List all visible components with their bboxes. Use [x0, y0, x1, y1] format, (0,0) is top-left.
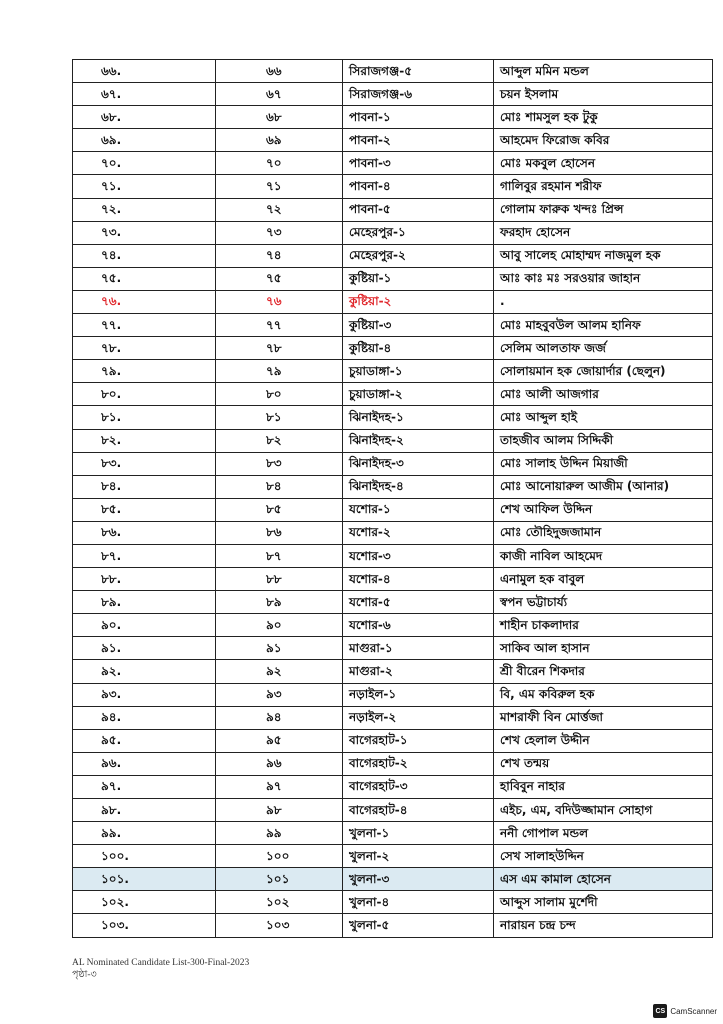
- serial-cell: ৬৯.: [73, 129, 216, 152]
- serial-cell: ৬৭.: [73, 83, 216, 106]
- document-title: AL Nominated Candidate List-300-Final-2023: [72, 958, 250, 968]
- constituency-cell: খুলনা-৩: [343, 868, 494, 891]
- serial-cell: ৯৪.: [73, 706, 216, 729]
- table-row: [73, 383, 713, 406]
- candidate-name-cell: আবু সালেহ মোহাম্মদ নাজমুল হক: [494, 244, 713, 267]
- seat-number-cell: ১০৩: [216, 914, 343, 937]
- serial-cell: ৮১.: [73, 406, 216, 429]
- candidate-name-cell: শাহীন চাকলাদার: [494, 614, 713, 637]
- constituency-cell: ঝিনাইদহ-১: [343, 406, 494, 429]
- constituency-cell: ঝিনাইদহ-২: [343, 429, 494, 452]
- table-row: [73, 498, 713, 521]
- serial-cell: ৭৪.: [73, 244, 216, 267]
- table-row: [73, 406, 713, 429]
- constituency-cell: ঝিনাইদহ-৩: [343, 452, 494, 475]
- constituency-cell: যশোর-২: [343, 521, 494, 544]
- seat-number-cell: ৯৭: [216, 775, 343, 798]
- camscanner-logo-icon: CS: [653, 1004, 667, 1018]
- table-row: [73, 290, 713, 313]
- constituency-cell: সিরাজগঞ্জ-৫: [343, 60, 494, 83]
- constituency-cell: যশোর-৬: [343, 614, 494, 637]
- candidate-name-cell: হাবিবুন নাহার: [494, 775, 713, 798]
- constituency-cell: কুষ্টিয়া-২: [343, 290, 494, 313]
- seat-number-cell: ৭৪: [216, 244, 343, 267]
- seat-number-cell: ৭৬: [216, 290, 343, 313]
- seat-number-cell: ৮৪: [216, 475, 343, 498]
- table-row: [73, 775, 713, 798]
- serial-cell: ৭৮.: [73, 337, 216, 360]
- candidate-name-cell: কাজী নাবিল আহমেদ: [494, 544, 713, 567]
- table-row: [73, 244, 713, 267]
- serial-cell: ৬৬.: [73, 60, 216, 83]
- table-row: [73, 706, 713, 729]
- serial-cell: ৭২.: [73, 198, 216, 221]
- candidate-name-cell: নারায়ন চন্দ্র চন্দ: [494, 914, 713, 937]
- serial-cell: ৮৯.: [73, 591, 216, 614]
- constituency-cell: পাবনা-৩: [343, 152, 494, 175]
- seat-number-cell: ৭৫: [216, 267, 343, 290]
- seat-number-cell: ৭৩: [216, 221, 343, 244]
- constituency-cell: খুলনা-১: [343, 822, 494, 845]
- table-row: [73, 660, 713, 683]
- table-row: [73, 198, 713, 221]
- seat-number-cell: ৬৯: [216, 129, 343, 152]
- serial-cell: ৮৮.: [73, 568, 216, 591]
- candidate-name-cell: সেখ সালাহউদ্দিন: [494, 845, 713, 868]
- candidate-table: [72, 59, 713, 938]
- candidate-name-cell: আহমেদ ফিরোজ কবির: [494, 129, 713, 152]
- constituency-cell: পাবনা-২: [343, 129, 494, 152]
- table-row: [73, 452, 713, 475]
- table-row: [73, 591, 713, 614]
- serial-cell: ৯১.: [73, 637, 216, 660]
- seat-number-cell: ৬৬: [216, 60, 343, 83]
- seat-number-cell: ৯৩: [216, 683, 343, 706]
- table-row: [73, 729, 713, 752]
- table-row: [73, 637, 713, 660]
- serial-cell: ৮৬.: [73, 521, 216, 544]
- seat-number-cell: ৯৪: [216, 706, 343, 729]
- serial-cell: ৬৮.: [73, 106, 216, 129]
- constituency-cell: মাগুরা-২: [343, 660, 494, 683]
- seat-number-cell: ৭৭: [216, 314, 343, 337]
- camscanner-watermark: [653, 1004, 717, 1018]
- constituency-cell: নড়াইল-১: [343, 683, 494, 706]
- serial-cell: ৯৫.: [73, 729, 216, 752]
- constituency-cell: বাগেরহাট-২: [343, 752, 494, 775]
- constituency-cell: মেহেরপুর-২: [343, 244, 494, 267]
- candidate-name-cell: শেখ আফিল উদ্দিন: [494, 498, 713, 521]
- table-row: [73, 521, 713, 544]
- constituency-cell: নড়াইল-২: [343, 706, 494, 729]
- seat-number-cell: ৮১: [216, 406, 343, 429]
- seat-number-cell: ৯১: [216, 637, 343, 660]
- serial-cell: ৯৬.: [73, 752, 216, 775]
- serial-cell: ৮২.: [73, 429, 216, 452]
- serial-cell: ৮৫.: [73, 498, 216, 521]
- serial-cell: ৭৫.: [73, 267, 216, 290]
- table-row: [73, 683, 713, 706]
- seat-number-cell: ১০০: [216, 845, 343, 868]
- candidate-name-cell: গালিবুর রহমান শরীফ: [494, 175, 713, 198]
- table-row: [73, 914, 713, 937]
- serial-cell: ৯৭.: [73, 775, 216, 798]
- seat-number-cell: ৭০: [216, 152, 343, 175]
- serial-cell: ৯৯.: [73, 822, 216, 845]
- candidate-name-cell: গোলাম ফারুক খন্দঃ প্রিন্স: [494, 198, 713, 221]
- seat-number-cell: ৮০: [216, 383, 343, 406]
- page-footer: [72, 957, 249, 981]
- candidate-name-cell: শেখ তন্ময়: [494, 752, 713, 775]
- table-row: [73, 337, 713, 360]
- serial-cell: ১০৩.: [73, 914, 216, 937]
- serial-cell: ৮৩.: [73, 452, 216, 475]
- constituency-cell: খুলনা-৫: [343, 914, 494, 937]
- seat-number-cell: ৮৯: [216, 591, 343, 614]
- constituency-cell: যশোর-৫: [343, 591, 494, 614]
- seat-number-cell: ৭১: [216, 175, 343, 198]
- candidate-name-cell: সেলিম আলতাফ জর্জ: [494, 337, 713, 360]
- constituency-cell: সিরাজগঞ্জ-৬: [343, 83, 494, 106]
- constituency-cell: যশোর-৩: [343, 544, 494, 567]
- seat-number-cell: ৬৮: [216, 106, 343, 129]
- candidate-name-cell: ফরহাদ হোসেন: [494, 221, 713, 244]
- serial-cell: ৯২.: [73, 660, 216, 683]
- table-row: [73, 544, 713, 567]
- candidate-name-cell: সোলায়মান হক জোয়ার্দার (ছেলুন): [494, 360, 713, 383]
- constituency-cell: পাবনা-৫: [343, 198, 494, 221]
- constituency-cell: বাগেরহাট-৩: [343, 775, 494, 798]
- seat-number-cell: ৯৮: [216, 799, 343, 822]
- serial-cell: ১০০.: [73, 845, 216, 868]
- table-row: [73, 83, 713, 106]
- serial-cell: ৭৬.: [73, 290, 216, 313]
- seat-number-cell: ৮২: [216, 429, 343, 452]
- candidate-name-cell: এস এম কামাল হোসেন: [494, 868, 713, 891]
- candidate-name-cell: .: [494, 290, 713, 313]
- table-row: [73, 845, 713, 868]
- seat-number-cell: ৭৯: [216, 360, 343, 383]
- serial-cell: ১০১.: [73, 868, 216, 891]
- serial-cell: ৭৯.: [73, 360, 216, 383]
- seat-number-cell: ৯৯: [216, 822, 343, 845]
- serial-cell: ৭০.: [73, 152, 216, 175]
- table-row: [73, 868, 713, 891]
- table-row: [73, 60, 713, 83]
- candidate-name-cell: সাকিব আল হাসান: [494, 637, 713, 660]
- table-row: [73, 891, 713, 914]
- seat-number-cell: ৮৫: [216, 498, 343, 521]
- constituency-cell: ঝিনাইদহ-৪: [343, 475, 494, 498]
- table-row: [73, 221, 713, 244]
- constituency-cell: খুলনা-২: [343, 845, 494, 868]
- candidate-name-cell: মোঃ মকবুল হোসেন: [494, 152, 713, 175]
- seat-number-cell: ৯৬: [216, 752, 343, 775]
- candidate-name-cell: আব্দুস সালাম মুর্শেদী: [494, 891, 713, 914]
- serial-cell: ৯৩.: [73, 683, 216, 706]
- serial-cell: ৯৮.: [73, 799, 216, 822]
- constituency-cell: চুয়াডাঙ্গা-১: [343, 360, 494, 383]
- candidate-name-cell: শেখ হেলাল উদ্দীন: [494, 729, 713, 752]
- table-row: [73, 175, 713, 198]
- serial-cell: ৮৪.: [73, 475, 216, 498]
- seat-number-cell: ৭২: [216, 198, 343, 221]
- candidate-name-cell: মাশরাফী বিন মোর্ত্তজা: [494, 706, 713, 729]
- constituency-cell: বাগেরহাট-১: [343, 729, 494, 752]
- serial-cell: ৭১.: [73, 175, 216, 198]
- table-row: [73, 822, 713, 845]
- candidate-name-cell: আব্দুল মমিন মন্ডল: [494, 60, 713, 83]
- candidate-name-cell: চয়ন ইসলাম: [494, 83, 713, 106]
- camscanner-label: CamScanner: [670, 1006, 717, 1016]
- candidate-name-cell: শ্রী বীরেন শিকদার: [494, 660, 713, 683]
- constituency-cell: কুষ্টিয়া-৩: [343, 314, 494, 337]
- table-row: [73, 314, 713, 337]
- serial-cell: ৭৩.: [73, 221, 216, 244]
- candidate-name-cell: ননী গোপাল মন্ডল: [494, 822, 713, 845]
- table-row: [73, 152, 713, 175]
- candidate-table-body: [73, 60, 713, 938]
- constituency-cell: যশোর-১: [343, 498, 494, 521]
- serial-cell: ৮৭.: [73, 544, 216, 567]
- candidate-name-cell: আঃ কাঃ মঃ সরওয়ার জাহান: [494, 267, 713, 290]
- candidate-name-cell: মোঃ মাহবুবউল আলম হানিফ: [494, 314, 713, 337]
- candidate-name-cell: মোঃ সালাহ উদ্দিন মিয়াজী: [494, 452, 713, 475]
- table-row: [73, 267, 713, 290]
- seat-number-cell: ৮৮: [216, 568, 343, 591]
- serial-cell: ১০২.: [73, 891, 216, 914]
- constituency-cell: পাবনা-৪: [343, 175, 494, 198]
- page-number: পৃষ্ঠা-৩: [72, 970, 97, 980]
- constituency-cell: চুয়াডাঙ্গা-২: [343, 383, 494, 406]
- table-row: [73, 360, 713, 383]
- seat-number-cell: ৯০: [216, 614, 343, 637]
- seat-number-cell: ৯৫: [216, 729, 343, 752]
- candidate-name-cell: মোঃ শামসুল হক টুকু: [494, 106, 713, 129]
- table-row: [73, 614, 713, 637]
- serial-cell: ৭৭.: [73, 314, 216, 337]
- seat-number-cell: ১০১: [216, 868, 343, 891]
- candidate-name-cell: এনামুল হক বাবুল: [494, 568, 713, 591]
- candidate-name-cell: এইচ, এম, বদিউজ্জামান সোহাগ: [494, 799, 713, 822]
- seat-number-cell: ৬৭: [216, 83, 343, 106]
- candidate-name-cell: স্বপন ভট্টাচার্য্য: [494, 591, 713, 614]
- constituency-cell: যশোর-৪: [343, 568, 494, 591]
- candidate-name-cell: মোঃ আব্দুল হাই: [494, 406, 713, 429]
- candidate-name-cell: বি, এম কবিরুল হক: [494, 683, 713, 706]
- candidate-name-cell: মোঃ তৌহিদুজজামান: [494, 521, 713, 544]
- constituency-cell: পাবনা-১: [343, 106, 494, 129]
- seat-number-cell: ৯২: [216, 660, 343, 683]
- candidate-name-cell: মোঃ আলী আজগার: [494, 383, 713, 406]
- constituency-cell: বাগেরহাট-৪: [343, 799, 494, 822]
- constituency-cell: কুষ্টিয়া-১: [343, 267, 494, 290]
- seat-number-cell: ৮৩: [216, 452, 343, 475]
- candidate-name-cell: মোঃ আনোয়ারুল আজীম (আনার): [494, 475, 713, 498]
- table-row: [73, 129, 713, 152]
- table-row: [73, 475, 713, 498]
- table-row: [73, 799, 713, 822]
- seat-number-cell: ৮৬: [216, 521, 343, 544]
- constituency-cell: খুলনা-৪: [343, 891, 494, 914]
- seat-number-cell: ১০২: [216, 891, 343, 914]
- seat-number-cell: ৮৭: [216, 544, 343, 567]
- seat-number-cell: ৭৮: [216, 337, 343, 360]
- serial-cell: ৮০.: [73, 383, 216, 406]
- table-row: [73, 752, 713, 775]
- candidate-name-cell: তাহজীব আলম সিদ্দিকী: [494, 429, 713, 452]
- table-row: [73, 429, 713, 452]
- table-row: [73, 568, 713, 591]
- constituency-cell: কুষ্টিয়া-৪: [343, 337, 494, 360]
- serial-cell: ৯০.: [73, 614, 216, 637]
- constituency-cell: মাগুরা-১: [343, 637, 494, 660]
- table-row: [73, 106, 713, 129]
- constituency-cell: মেহেরপুর-১: [343, 221, 494, 244]
